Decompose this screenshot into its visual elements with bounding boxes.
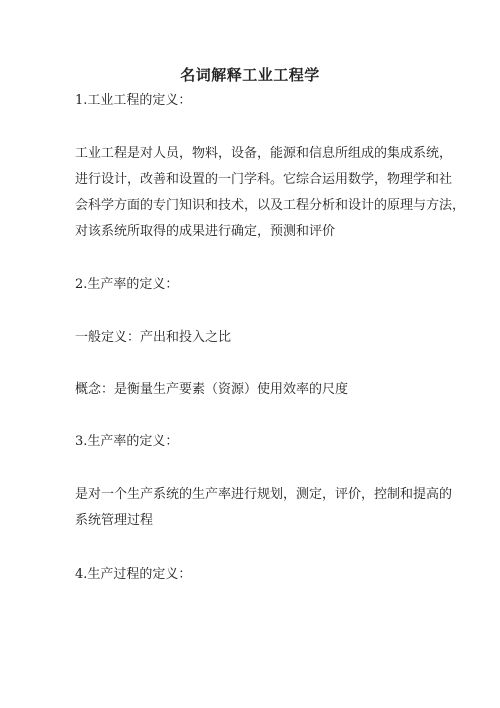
section-2-general-definition: 一般定义：产出和投入之比 (75, 330, 232, 345)
section-1-body-line-3: 会科学方面的专门知识和技术，以及工程分析和设计的原理与方法， (75, 198, 466, 213)
section-4-heading: 4.生产过程的定义： (75, 567, 192, 582)
section-3-body-line-2: 系统管理过程 (75, 513, 154, 528)
document-title: 名词解释工业工程学 (180, 66, 320, 84)
section-3-heading: 3.生产率的定义： (75, 434, 179, 449)
section-1-body-line-2: 进行设计，改善和设置的一门学科。它综合运用数学，物理学和社 (75, 172, 453, 187)
section-2-concept: 概念：是衡量生产要素（资源）使用效率的尺度 (75, 382, 349, 397)
section-1-body-line-4: 对该系统所取得的成果进行确定，预测和评价 (75, 224, 336, 239)
section-3-body-line-1: 是对一个生产系统的生产率进行规划，测定，评价，控制和提高的 (75, 487, 453, 502)
section-1-body-line-1: 工业工程是对人员，物料，设备，能源和信息所组成的集成系统， (75, 146, 453, 161)
section-2-heading: 2.生产率的定义： (75, 277, 179, 292)
section-1-heading: 1.工业工程的定义： (75, 93, 192, 108)
